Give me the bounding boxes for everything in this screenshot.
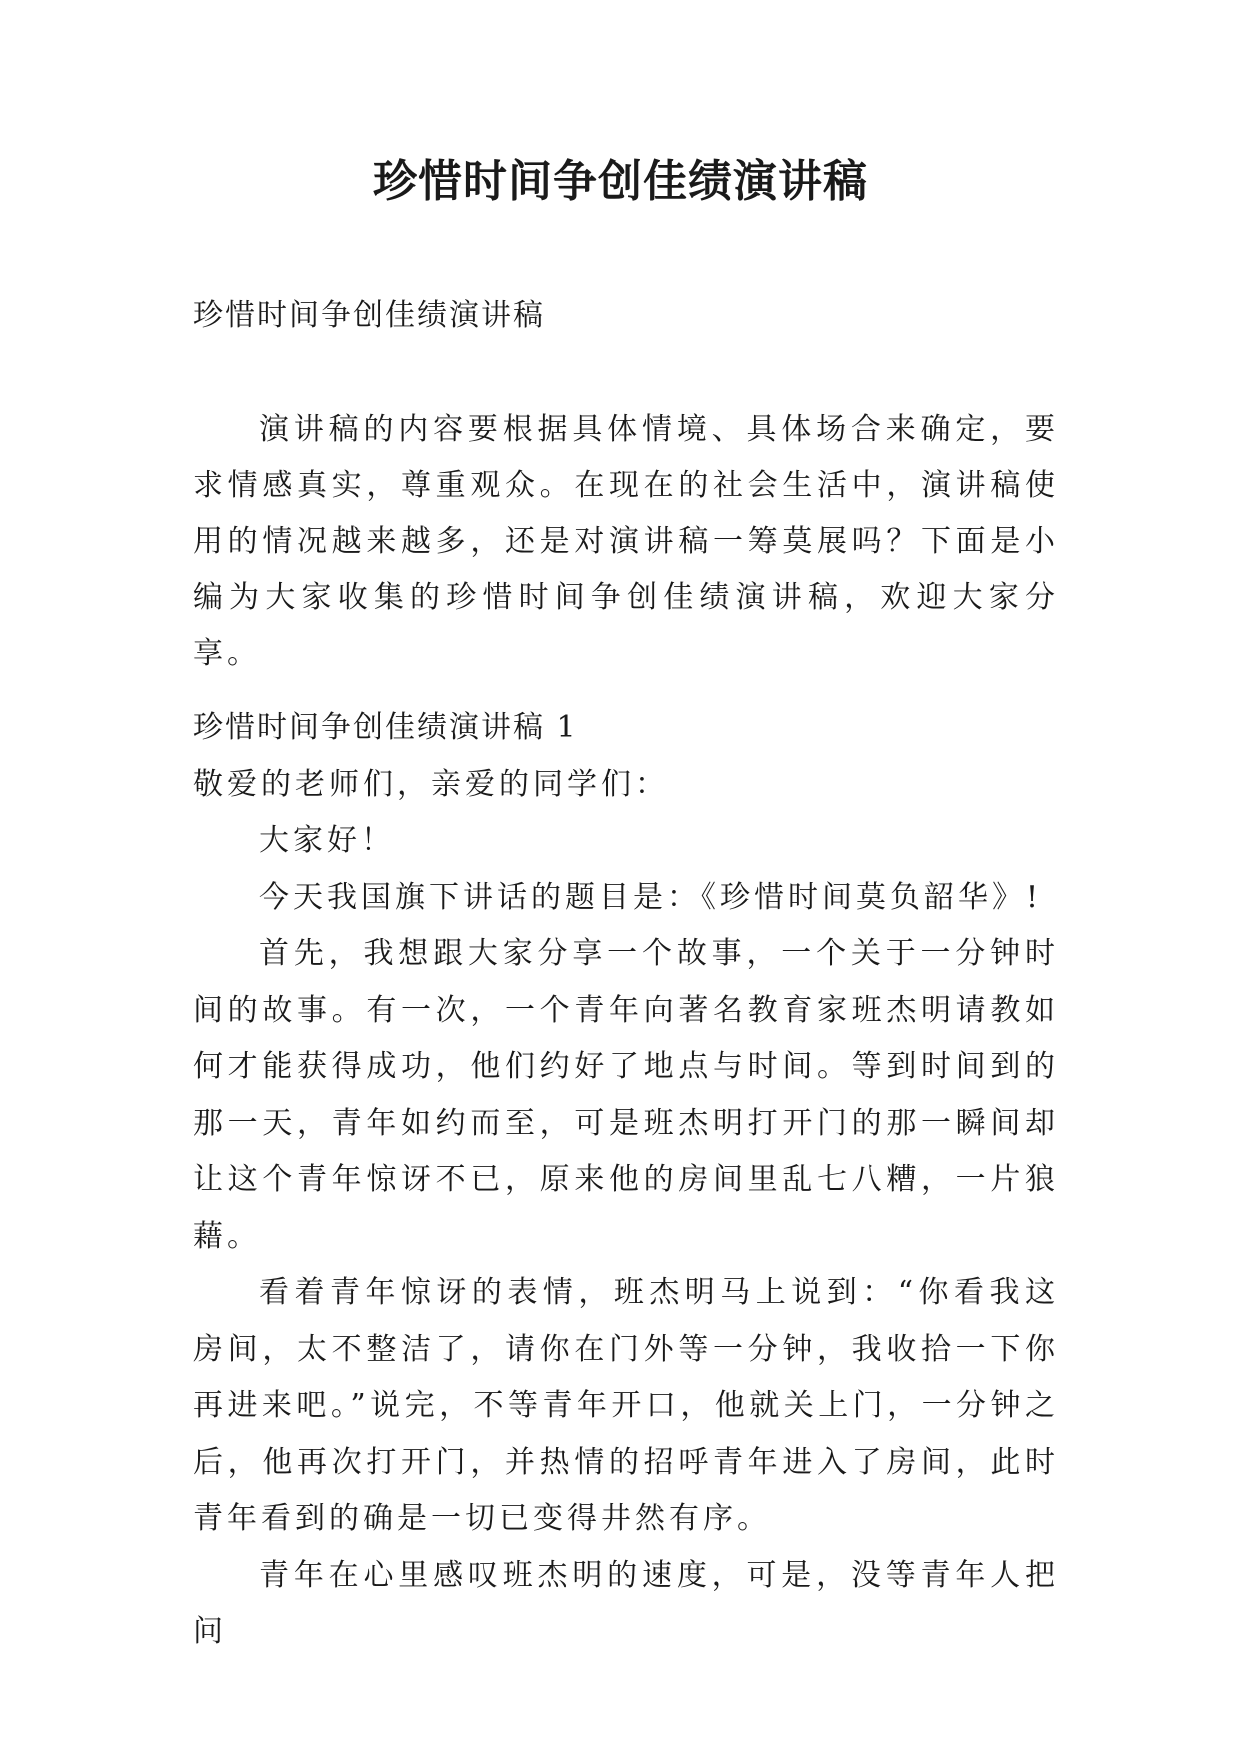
- salutation: 敬爱的老师们，亲爱的同学们：: [193, 766, 669, 802]
- body-paragraph: 今天我国旗下讲话的题目是：《珍惜时间莫负韶华》!: [259, 879, 1043, 915]
- body-paragraph: 大家好！: [259, 823, 395, 858]
- body-paragraph: 看着青年惊讶的表情，班杰明马上说到：“你看我这房间，太不整洁了，请你在门外等一分钟，我收拾一下你再进来吧。”说完，不等青年开口，他就关上门，一分钟之后，他再次打开门，并热情的招呼青年进入了房间，此时青年看到的确是一切已变得井然有序。: [193, 1275, 1059, 1536]
- body-paragraph: 首先，我想跟大家分享一个故事，一个关于一分钟时间的故事。有一次，一个青年向著名教育家班杰明请教如何才能获得成功，他们约好了地点与时间。等到时间到的那一天，青年如约而至，可是班杰明打开门的那一瞬间却让这个青年惊讶不已，原来他的房间里乱七八糟，一片狼藉。: [193, 936, 1059, 1254]
- document-title: 珍惜时间争创佳绩演讲稿: [373, 156, 868, 207]
- document-subtitle: 珍惜时间争创佳绩演讲稿: [193, 298, 545, 333]
- speech-body: [193, 700, 1059, 1661]
- intro-paragraph: 演讲稿的内容要根据具体情境、具体场合来确定，要求情感真实，尊重观众。在现在的社会生活中，演讲稿使用的情况越来越多，还是对演讲稿一筹莫展吗？下面是小编为大家收集的珍惜时间争创佳绩演讲稿，欢迎大家分享。: [193, 412, 1059, 671]
- section-heading: 珍惜时间争创佳绩演讲稿 1: [193, 710, 578, 745]
- body-paragraph: 青年在心里感叹班杰明的速度，可是，没等青年人把问: [193, 1557, 1059, 1649]
